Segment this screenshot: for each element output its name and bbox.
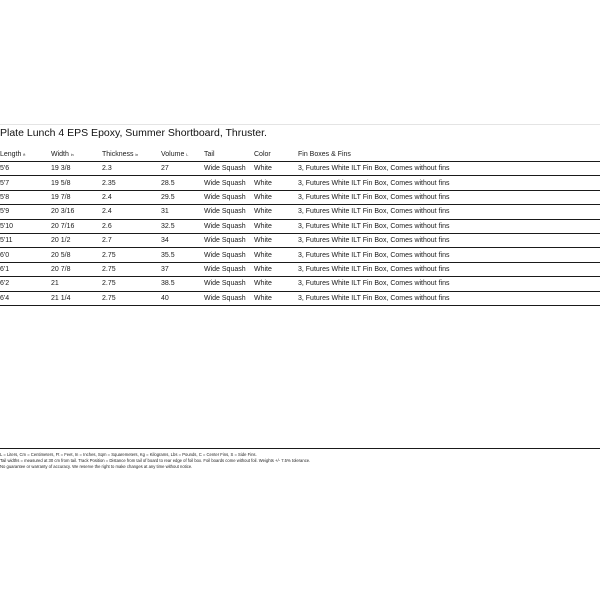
table-row — [0, 291, 600, 305]
table-row — [0, 233, 600, 247]
cell-width: 21 — [51, 277, 102, 291]
cell-color: White — [254, 205, 298, 219]
footer-notes — [0, 452, 600, 470]
cell-fins: 3, Futures White ILT Fin Box, Comes without fins — [298, 262, 600, 276]
cell-volume: 29.5 — [161, 190, 204, 204]
cell-volume: 35.5 — [161, 248, 204, 262]
cell-volume: 28.5 — [161, 176, 204, 190]
cell-tail: Wide Squash — [204, 262, 254, 276]
spec-table — [0, 148, 600, 306]
cell-volume: 27 — [161, 162, 204, 176]
cell-length: 5'6 — [0, 162, 51, 176]
footer-divider — [0, 448, 600, 449]
cell-volume: 34 — [161, 233, 204, 247]
cell-tail: Wide Squash — [204, 277, 254, 291]
cell-fins: 3, Futures White ILT Fin Box, Comes without fins — [298, 219, 600, 233]
header-row — [0, 148, 600, 162]
cell-width: 20 7/16 — [51, 219, 102, 233]
cell-width: 19 3/8 — [51, 162, 102, 176]
cell-width: 21 1/4 — [51, 291, 102, 305]
cell-volume: 40 — [161, 291, 204, 305]
cell-tail: Wide Squash — [204, 205, 254, 219]
col-tail-header: Tail — [204, 151, 215, 158]
table-row — [0, 190, 600, 204]
footer-line-abbreviations: L = Liters, Cm = Centimeters, Ft = Feet, In = Inches, Sqm = Squaremeters, Kg = Kilograms, Lbs = Pounds, C = Center Fins, S = Side Fins. — [0, 452, 257, 457]
cell-length: 6'2 — [0, 277, 51, 291]
cell-fins: 3, Futures White ILT Fin Box, Comes without fins — [298, 233, 600, 247]
cell-fins: 3, Futures White ILT Fin Box, Comes without fins — [298, 277, 600, 291]
footer-line-measurements: Tail widths = measured at 30 cm from tail. Track Position = Distance from tail of board to rear edge of foil box. Foil boards come without foil. Weights +/- 7.5% tolerance. — [0, 458, 311, 463]
cell-color: White — [254, 162, 298, 176]
cell-color: White — [254, 277, 298, 291]
top-divider — [0, 124, 600, 125]
cell-volume: 32.5 — [161, 219, 204, 233]
cell-color: White — [254, 233, 298, 247]
cell-tail: Wide Squash — [204, 233, 254, 247]
cell-color: White — [254, 219, 298, 233]
cell-fins: 3, Futures White ILT Fin Box, Comes without fins — [298, 248, 600, 262]
table-row — [0, 219, 600, 233]
cell-thickness: 2.75 — [102, 262, 161, 276]
col-volume-header: Volume L — [161, 151, 189, 158]
cell-tail: Wide Squash — [204, 176, 254, 190]
cell-length: 5'9 — [0, 205, 51, 219]
cell-thickness: 2.4 — [102, 190, 161, 204]
col-color-header: Color — [254, 151, 271, 158]
cell-width: 19 7/8 — [51, 190, 102, 204]
cell-thickness: 2.35 — [102, 176, 161, 190]
cell-color: White — [254, 248, 298, 262]
footer-line-disclaimer: No guarantee or warranty of accuracy. We reserve the right to make changes at any time without notice. — [0, 464, 193, 469]
cell-length: 6'4 — [0, 291, 51, 305]
cell-width: 20 1/2 — [51, 233, 102, 247]
cell-color: White — [254, 291, 298, 305]
cell-length: 6'0 — [0, 248, 51, 262]
cell-length: 5'8 — [0, 190, 51, 204]
col-width-header: Width in — [51, 151, 74, 158]
cell-tail: Wide Squash — [204, 162, 254, 176]
cell-width: 20 7/8 — [51, 262, 102, 276]
cell-fins: 3, Futures White ILT Fin Box, Comes without fins — [298, 190, 600, 204]
cell-volume: 31 — [161, 205, 204, 219]
cell-color: White — [254, 262, 298, 276]
cell-fins: 3, Futures White ILT Fin Box, Comes without fins — [298, 291, 600, 305]
table-row — [0, 162, 600, 176]
cell-width: 19 5/8 — [51, 176, 102, 190]
cell-volume: 37 — [161, 262, 204, 276]
cell-thickness: 2.75 — [102, 277, 161, 291]
cell-thickness: 2.3 — [102, 162, 161, 176]
cell-thickness: 2.75 — [102, 248, 161, 262]
cell-length: 5'7 — [0, 176, 51, 190]
table-row — [0, 205, 600, 219]
table-row — [0, 262, 600, 276]
cell-thickness: 2.4 — [102, 205, 161, 219]
cell-fins: 3, Futures White ILT Fin Box, Comes without fins — [298, 176, 600, 190]
cell-thickness: 2.75 — [102, 291, 161, 305]
cell-tail: Wide Squash — [204, 219, 254, 233]
cell-thickness: 2.6 — [102, 219, 161, 233]
cell-tail: Wide Squash — [204, 291, 254, 305]
cell-length: 6'1 — [0, 262, 51, 276]
cell-thickness: 2.7 — [102, 233, 161, 247]
cell-color: White — [254, 190, 298, 204]
cell-width: 20 5/8 — [51, 248, 102, 262]
cell-tail: Wide Squash — [204, 248, 254, 262]
cell-tail: Wide Squash — [204, 190, 254, 204]
cell-length: 5'10 — [0, 219, 51, 233]
table-row — [0, 277, 600, 291]
col-thickness-header: Thickness in — [102, 151, 139, 158]
product-title: Plate Lunch 4 EPS Epoxy, Summer Shortboard, Thruster. — [0, 127, 267, 139]
cell-length: 5'11 — [0, 233, 51, 247]
cell-fins: 3, Futures White ILT Fin Box, Comes without fins — [298, 205, 600, 219]
cell-volume: 38.5 — [161, 277, 204, 291]
cell-fins: 3, Futures White ILT Fin Box, Comes without fins — [298, 162, 600, 176]
cell-width: 20 3/16 — [51, 205, 102, 219]
col-length-header: Length ft — [0, 151, 26, 158]
table-row — [0, 248, 600, 262]
table-row — [0, 176, 600, 190]
cell-color: White — [254, 176, 298, 190]
col-fins-header: Fin Boxes & Fins — [298, 151, 351, 158]
